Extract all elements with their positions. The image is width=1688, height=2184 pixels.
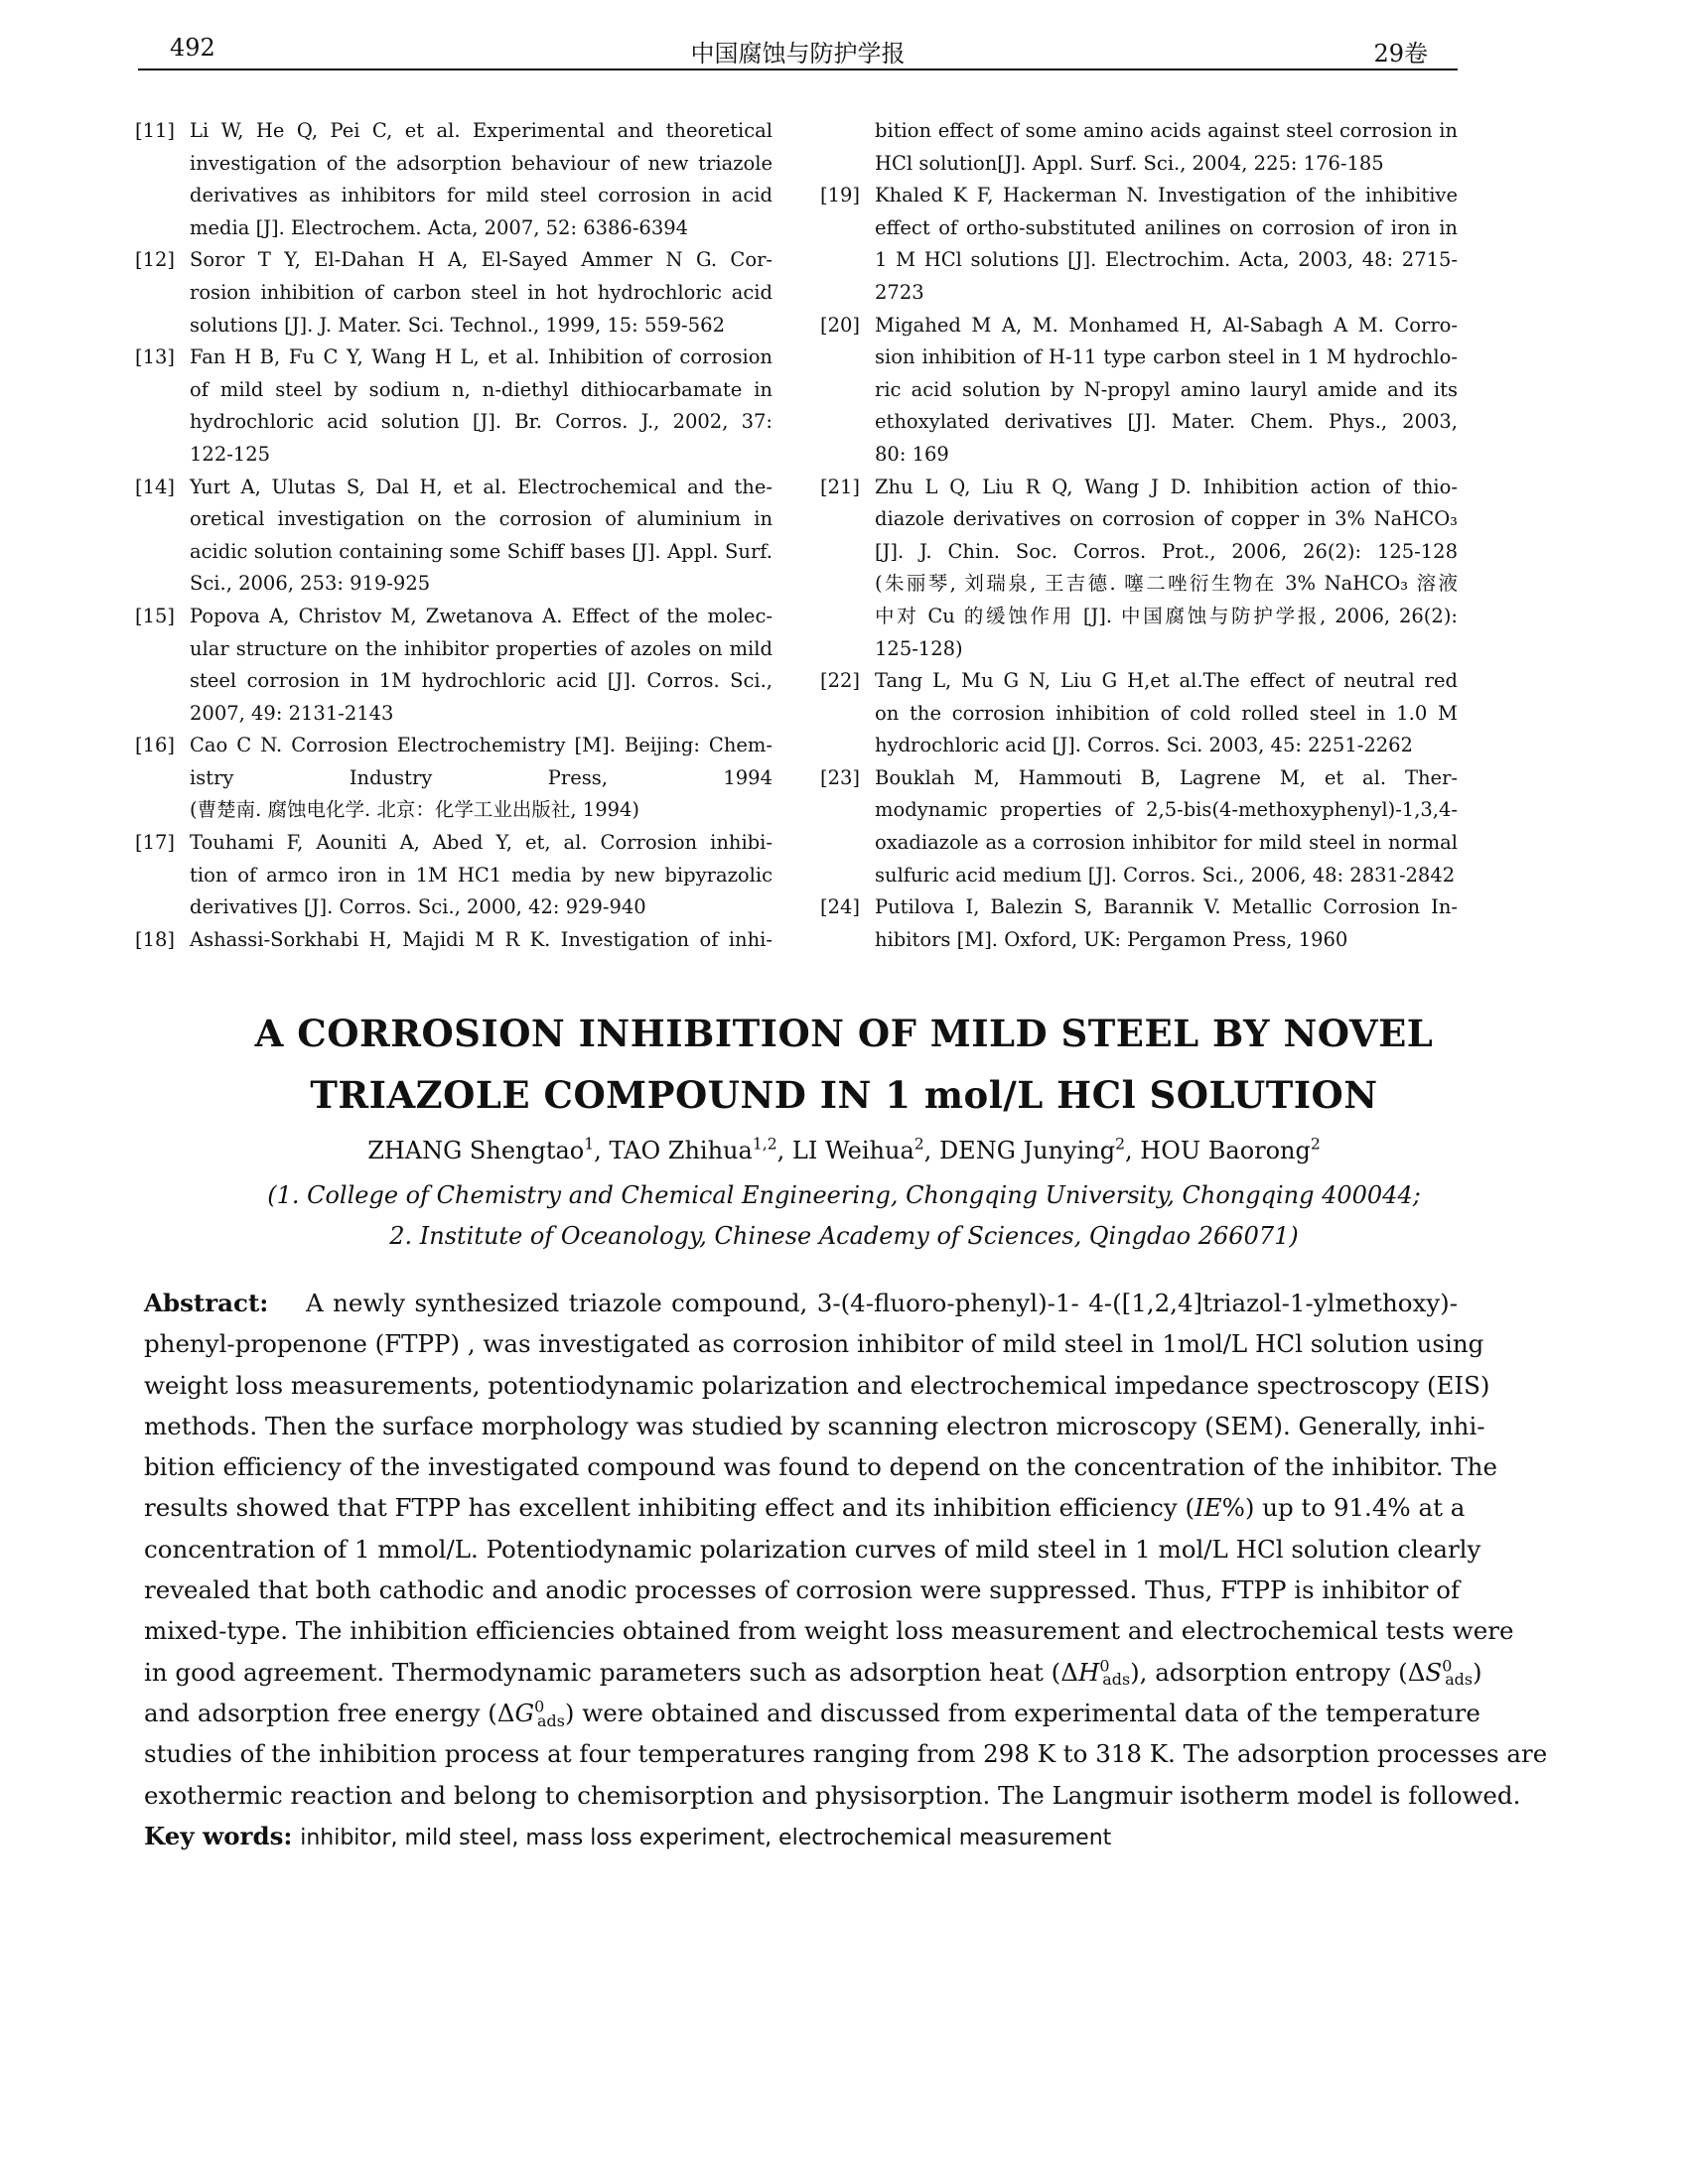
abstract-line: methods. Then the surface morphology was studied by scanning electron microscopy (SEM). Generally, inhi-: [144, 1411, 1485, 1440]
reference-number: [12]: [135, 248, 176, 272]
reference-line: of mild steel by sodium n, n-diethyl dithiocarbamate in: [190, 377, 773, 401]
reference-entry: [820, 665, 1458, 762]
running-header: [138, 34, 1458, 68]
reference-entry: [820, 472, 1458, 666]
article-title: [0, 1003, 1688, 1126]
author-name: TAO Zhihua: [609, 1137, 753, 1164]
abstract-line: results showed that FTPP has excellent inhibiting effect and its inhibition efficiency (IE%) up to 91.4% at a: [144, 1493, 1466, 1523]
reference-entry: [135, 924, 773, 957]
reference-line: Touhami F, Aouniti A, Abed Y, et, al. Corrosion inhibi-: [190, 831, 773, 855]
reference-number: [15]: [135, 604, 176, 627]
reference-line: Zhu L Q, Liu R Q, Wang J D. Inhibition action of thio-: [875, 475, 1458, 498]
author-affiliation-mark: 2: [1310, 1135, 1321, 1154]
reference-line: effect of ortho-substituted anilines on corrosion of iron in: [875, 215, 1458, 239]
reference-line: tion of armco iron in 1M HC1 media by new bipyrazolic: [190, 863, 773, 887]
math-symbol: $G^0_{ads}$: [514, 1697, 565, 1730]
abstract-line: bition efficiency of the investigated compound was found to depend on the concentration of the inhibitor. The: [144, 1452, 1497, 1482]
reference-line: hydrochloric acid [J]. Corros. Sci. 2003, 45: 2251-2262: [875, 734, 1413, 757]
reference-entry: [820, 762, 1458, 891]
reference-entry: [135, 827, 773, 924]
reference-line: 2723: [875, 280, 924, 304]
abstract-line: weight loss measurements, potentiodynamic polarization and electrochemical impedance spectroscopy (EIS): [144, 1370, 1490, 1400]
keywords-label: Key words:: [144, 1821, 293, 1850]
reference-line: solutions [J]. J. Mater. Sci. Technol., 1999, 15: 559-562: [190, 313, 725, 337]
reference-line: hibitors [M]. Oxford, UK: Pergamon Press, 1960: [875, 927, 1348, 951]
title-line: A CORROSION INHIBITION OF MILD STEEL BY NOVEL: [254, 1012, 1434, 1055]
abstract-line: in good agreement. Thermodynamic parameters such as adsorption heat $(\Delta H^0_{ads})$, adsorption entropy $(\Delta S^0_{ads})$: [144, 1656, 1482, 1690]
reference-entry: [135, 341, 773, 471]
reference-line: 1 M HCl solutions [J]. Electrochim. Acta, 2003, 48: 2715-: [875, 248, 1458, 272]
reference-number: [18]: [135, 927, 176, 951]
abstract-line: studies of the inhibition process at four temperatures ranging from 298 K to 318 K. The adsorption processes are: [144, 1739, 1548, 1769]
reference-line: 80: 169: [875, 442, 949, 466]
reference-line: derivatives as inhibitors for mild steel corrosion in acid: [190, 184, 773, 207]
references-column-right: [820, 115, 1458, 956]
reference-number: [24]: [820, 895, 861, 919]
reference-entry: [135, 601, 773, 730]
reference-line: (曹楚南. 腐蚀电化学. 北京：化学工业出版社, 1994): [190, 798, 640, 822]
reference-line: investigation of the adsorption behaviour of new triazole: [190, 151, 773, 175]
reference-line: Khaled K F, Hackerman N. Investigation of the inhibitive: [875, 184, 1458, 207]
author-name: DENG Junying: [938, 1137, 1116, 1164]
reference-line: ric acid solution by N-propyl amino lauryl amide and its: [875, 377, 1458, 401]
reference-line: Bouklah M, Hammouti B, Lagrene M, et al. Ther-: [875, 765, 1458, 789]
author-affiliation-mark: 2: [1115, 1135, 1126, 1154]
reference-number: [13]: [135, 345, 176, 369]
reference-line: 125-128): [875, 636, 963, 660]
reference-line: acidic solution containing some Schiff bases [J]. Appl. Surf.: [190, 539, 773, 563]
title-line: TRIAZOLE COMPOUND IN 1 mol/L HCl SOLUTION: [310, 1073, 1378, 1117]
header-rule: [138, 68, 1458, 70]
author-affiliation-mark: 1: [584, 1135, 595, 1154]
reference-entry: [135, 115, 773, 244]
reference-number: [21]: [820, 475, 861, 498]
reference-line: oretical investigation on the corrosion of aluminium in: [190, 507, 773, 531]
volume-number: 29卷: [1373, 40, 1428, 68]
reference-line: media [J]. Electrochem. Acta, 2007, 52: 6386-6394: [190, 215, 689, 239]
reference-entry: [135, 472, 773, 601]
abstract-line: exothermic reaction and belong to chemisorption and physisorption. The Langmuir isotherm model is followed.: [144, 1780, 1521, 1810]
abstract-line: mixed-type. The inhibition efficiencies obtained from weight loss measurement and electrochemical tests were: [144, 1616, 1514, 1646]
reference-number: [20]: [820, 313, 861, 337]
keywords-text: inhibitor, mild steel, mass loss experiment, electrochemical measurement: [300, 1825, 1112, 1850]
reference-number: [14]: [135, 475, 176, 498]
reference-line: ethoxylated derivatives [J]. Mater. Chem. Phys., 2003,: [875, 410, 1458, 434]
reference-number: [22]: [820, 669, 861, 693]
reference-line: diazole derivatives on corrosion of copper in 3% NaHCO₃: [875, 507, 1458, 531]
page-number: 492: [170, 34, 215, 62]
reference-number: [16]: [135, 734, 176, 757]
reference-line: istry Industry Press, 1994: [190, 765, 773, 789]
abstract-line: phenyl-propenone (FTPP) , was investigated as corrosion inhibitor of mild steel in 1mol/L HCl solution using: [144, 1329, 1484, 1359]
abstract: [144, 1283, 1548, 1856]
reference-line: Soror T Y, El-Dahan H A, El-Sayed Ammer N G. Cor-: [190, 248, 773, 272]
reference-number: [17]: [135, 831, 176, 855]
math-symbol: $H^0_{ads}$: [1077, 1656, 1131, 1690]
reference-line: 2007, 49: 2131-2143: [190, 701, 394, 725]
reference-line: ular structure on the inhibitor properties of azoles on mild: [190, 636, 773, 660]
abstract-line: and adsorption free energy $(\Delta G^0_{ads})$ were obtained and discussed from experimental data of the temperature: [144, 1697, 1480, 1730]
reference-line: Yurt A, Ulutas S, Dal H, et al. Electrochemical and the-: [190, 475, 773, 498]
reference-number: [11]: [135, 119, 176, 142]
references-column-left: [135, 115, 773, 956]
reference-line: Tang L, Mu G N, Liu G H,et al.The effect of neutral red: [875, 669, 1458, 693]
reference-entry: [135, 244, 773, 341]
author-name: HOU Baorong: [1140, 1137, 1311, 1164]
reference-line: Ashassi-Sorkhabi H, Majidi M R K. Investigation of inhi-: [190, 927, 773, 951]
author-affiliation-mark: 1,2: [752, 1135, 777, 1154]
reference-line: (朱丽琴, 刘瑞泉, 王吉德. 噻二唑衍生物在 3% NaHCO₃ 溶液: [875, 572, 1458, 596]
reference-entry: [820, 891, 1458, 956]
abstract-line: revealed that both cathodic and anodic processes of corrosion were suppressed. Thus, FTPP is inhibitor of: [144, 1575, 1461, 1605]
reference-line: Sci., 2006, 253: 919-925: [190, 572, 431, 596]
reference-line: sion inhibition of H-11 type carbon steel in 1 M hydrochlo-: [875, 345, 1458, 369]
reference-line: Migahed M A, M. Monhamed H, Al-Sabagh A M. Corro-: [875, 313, 1458, 337]
affiliation-2: 2. Institute of Oceanology, Chinese Academy of Sciences, Qingdao 266071): [389, 1222, 1299, 1250]
reference-line: modynamic properties of 2,5-bis(4-methoxyphenyl)-1,3,4-: [875, 798, 1458, 822]
reference-line: sulfuric acid medium [J]. Corros. Sci., 2006, 48: 2831-2842: [875, 863, 1456, 887]
reference-line: HCl solution[J]. Appl. Surf. Sci., 2004, 225: 176-185: [875, 151, 1384, 175]
author-name: LI Weihua: [791, 1137, 914, 1164]
reference-number: [19]: [820, 184, 861, 207]
author-name: ZHANG Shengtao: [367, 1137, 585, 1164]
reference-line: [J]. J. Chin. Soc. Corros. Prot., 2006, 26(2): 125-128: [875, 539, 1458, 563]
reference-entry: [820, 115, 1458, 180]
reference-line: on the corrosion inhibition of cold rolled steel in 1.0 M: [875, 701, 1458, 725]
reference-line: Li W, He Q, Pei C, et al. Experimental and theoretical: [190, 119, 773, 142]
reference-line: rosion inhibition of carbon steel in hot hydrochloric acid: [190, 280, 773, 304]
journal-name: 中国腐蚀与防护学报: [690, 40, 906, 68]
reference-line: derivatives [J]. Corros. Sci., 2000, 42: 929-940: [190, 895, 646, 919]
math-symbol: $S^0_{ads}$: [1425, 1656, 1474, 1690]
reference-line: Cao C N. Corrosion Electrochemistry [M]. Beijing: Chem-: [190, 734, 773, 757]
reference-line: 中对 Cu 的缓蚀作用 [J]. 中国腐蚀与防护学报, 2006, 26(2):: [875, 604, 1458, 627]
reference-line: Popova A, Christov M, Zwetanova A. Effect of the molec-: [190, 604, 773, 627]
reference-line: steel corrosion in 1M hydrochloric acid [J]. Corros. Sci.,: [190, 669, 773, 693]
author-list: ZHANG Shengtao$^1$, TAO Zhihua$^{1,2}$, LI Weihua$^2$, DENG Junying$^2$, HOU Baorong$^2$: [367, 1135, 1321, 1164]
reference-entry: [820, 310, 1458, 472]
math-symbol: IE: [1195, 1493, 1222, 1523]
reference-line: Fan H B, Fu C Y, Wang H L, et al. Inhibition of corrosion: [190, 345, 773, 369]
abstract-label: Abstract:: [144, 1289, 269, 1317]
reference-line: hydrochloric acid solution [J]. Br. Corros. J., 2002, 37:: [190, 410, 773, 434]
reference-entry: [135, 730, 773, 827]
author-affiliation-mark: 2: [914, 1135, 924, 1154]
keywords-line: [144, 1816, 1458, 1856]
reference-line: oxadiazole as a corrosion inhibitor for mild steel in normal: [875, 831, 1458, 855]
abstract-line: concentration of 1 mmol/L. Potentiodynamic polarization curves of mild steel in 1 mol/L HCl solution clearly: [144, 1534, 1481, 1564]
reference-entry: [820, 180, 1458, 309]
reference-number: [23]: [820, 765, 861, 789]
abstract-line: Abstract: A newly synthesized triazole compound, 3-(4-fluoro-phenyl)-1- 4-([1,2,4]triazol-1-ylmethoxy)-: [144, 1289, 1459, 1317]
reference-line: Putilova I, Balezin S, Barannik V. Metallic Corrosion In-: [875, 895, 1458, 919]
reference-line: bition effect of some amino acids against steel corrosion in: [875, 119, 1458, 142]
affiliation-1: (1. College of Chemistry and Chemical Engineering, Chongqing University, Chongqing 400044;: [267, 1181, 1421, 1209]
reference-line: 122-125: [190, 442, 271, 466]
